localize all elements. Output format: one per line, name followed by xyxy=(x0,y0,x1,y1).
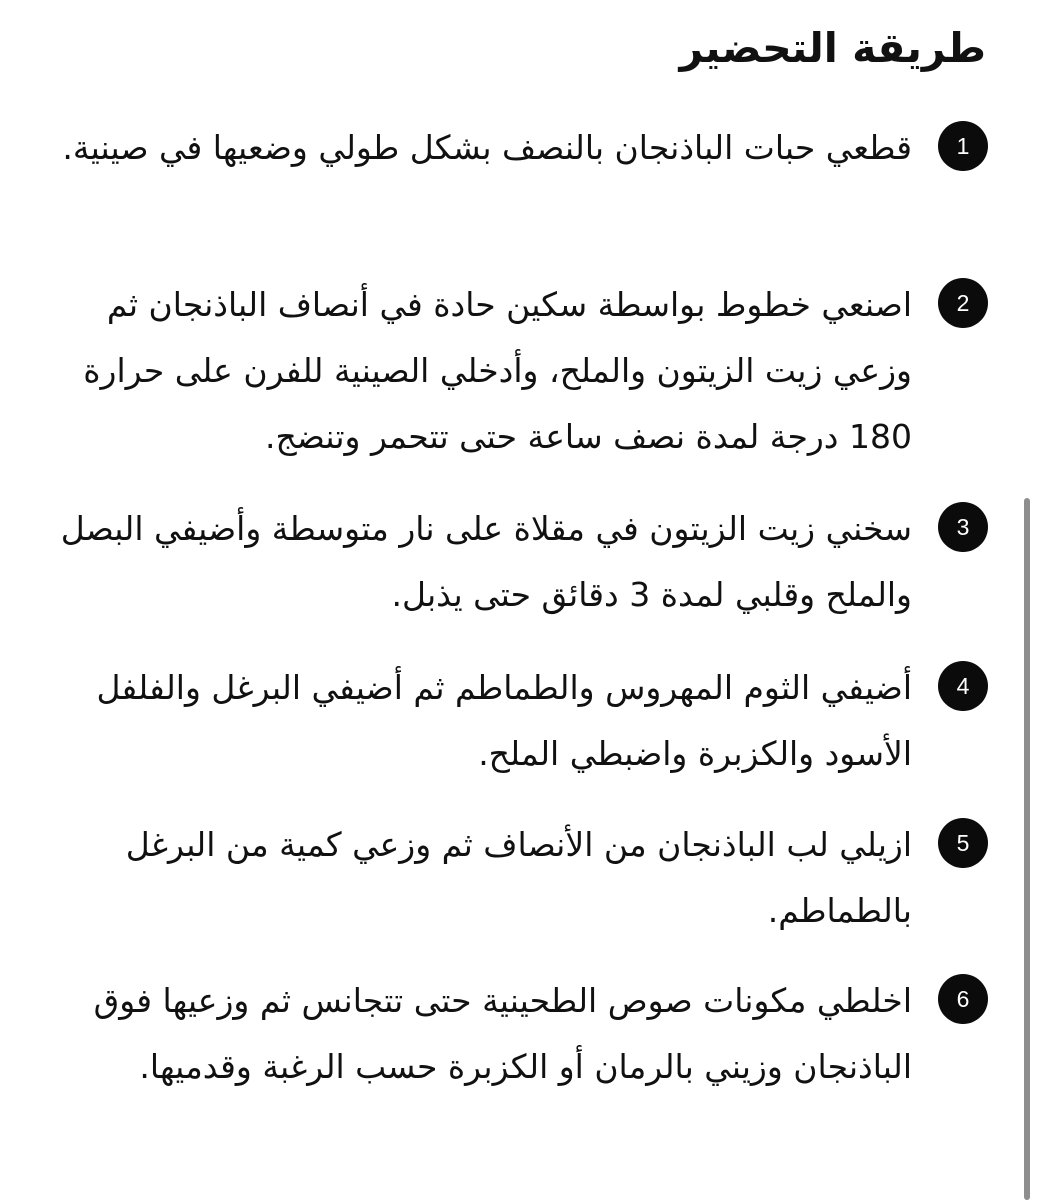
step-number-badge: 2 xyxy=(938,278,988,328)
step-text: اصنعي خطوط بواسطة سكين حادة في أنصاف الباذنجان ثم وزعي زيت الزيتون والملح، وأدخلي الصينية للفرن على حرارة 180 درجة لمدة نصف ساعة حتى تتحمر وتنضج. xyxy=(83,285,912,456)
vertical-scrollbar[interactable] xyxy=(1024,498,1030,1200)
step-text: اخلطي مكونات صوص الطحينية حتى تتجانس ثم وزعيها فوق الباذنجان وزيني بالرمان أو الكزبرة حسب الرغبة وقدميها. xyxy=(93,981,912,1086)
step-text: قطعي حبات الباذنجان بالنصف بشكل طولي وضعيها في صينية. xyxy=(62,128,912,167)
step-number-badge: 3 xyxy=(938,502,988,552)
page-title: طريقة التحضير xyxy=(679,24,986,72)
step-number-badge: 1 xyxy=(938,121,988,171)
step-number-badge: 4 xyxy=(938,661,988,711)
step-text: سخني زيت الزيتون في مقلاة على نار متوسطة وأضيفي البصل والملح وقلبي لمدة 3 دقائق حتى يذبل. xyxy=(60,509,912,614)
step-text: أضيفي الثوم المهروس والطماطم ثم أضيفي البرغل والفلفل الأسود والكزبرة واضبطي الملح. xyxy=(96,668,912,773)
step-number-badge: 5 xyxy=(938,818,988,868)
step-text: ازيلي لب الباذنجان من الأنصاف ثم وزعي كمية من البرغل بالطماطم. xyxy=(125,825,912,930)
step-number-badge: 6 xyxy=(938,974,988,1024)
